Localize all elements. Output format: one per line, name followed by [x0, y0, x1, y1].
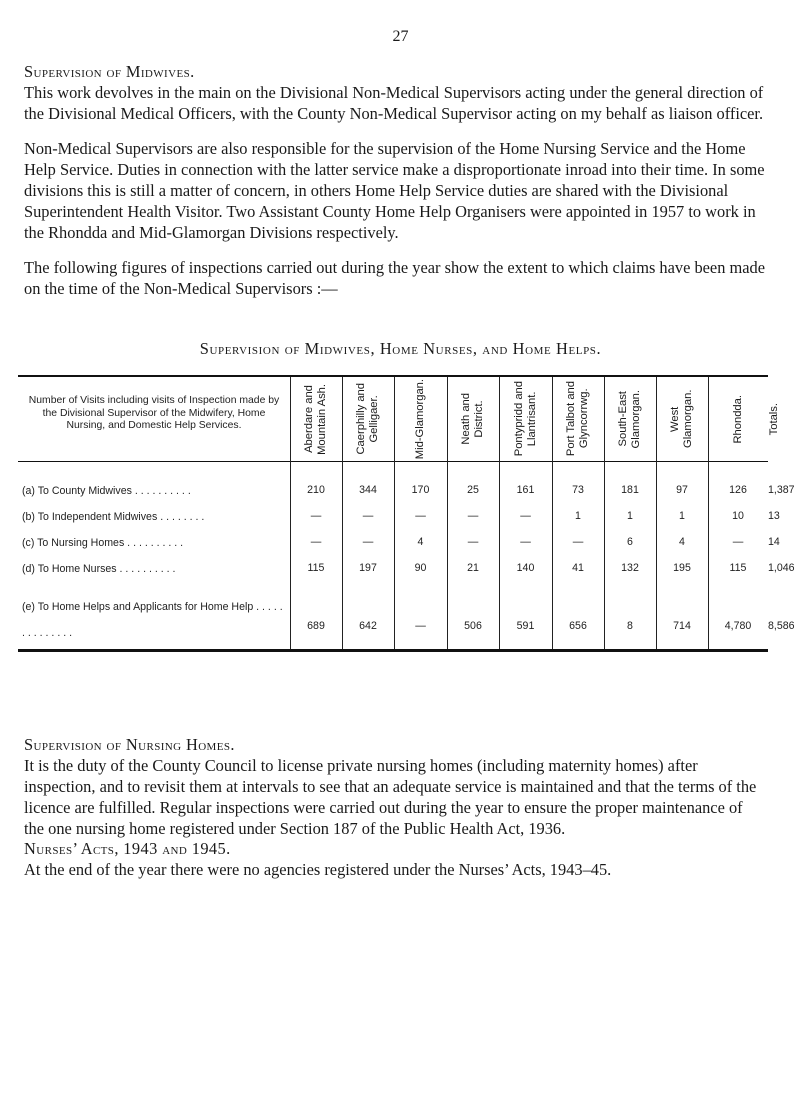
paragraph: This work devolves in the main on the Divisional Non-Medical Supervisors acting under the general direction of the Divisional Medical Officers, with the County Non-Medical Supervisor acting on my behalf as liaison officer. — [24, 83, 764, 123]
row-label: (b) To Independent Midwives . . . . . . . . — [22, 511, 205, 523]
inspection-table — [18, 375, 795, 653]
table-cell: — — [310, 536, 322, 548]
table-cell: — — [732, 536, 744, 548]
table-cell: 1 — [575, 510, 581, 522]
paragraph: It is the duty of the County Council to license private nursing homes (including maternity homes) after inspection, and to revisit them at intervals to see that an adequate service is maintained and that the terms of the licence are fulfilled. Regular inspections were carried out during the year to ensure the proper maintenance of the one nursing home registered under Section 187 of the Public Health Act, 1936. — [24, 756, 757, 838]
table-cell: 4 — [417, 536, 424, 548]
table-cell: — — [520, 536, 531, 548]
table-cell: 170 — [411, 484, 430, 496]
column-header-label: West Glamorgan. — [669, 389, 694, 449]
table-cell: 90 — [414, 562, 427, 574]
table-cell: 126 — [729, 484, 747, 496]
column-header — [708, 377, 768, 461]
column-header — [342, 377, 394, 461]
table-cell: 161 — [516, 484, 535, 496]
column-header — [604, 377, 656, 461]
table-cell: 1,387 — [768, 484, 795, 496]
section-supervision-of-midwives — [24, 61, 766, 299]
column-header — [656, 377, 708, 461]
column-header-label: Aberdare and Mountain Ash. — [303, 383, 328, 455]
table-cell: — — [467, 536, 479, 548]
stub-header: Number of Visits including visits of Inspection made by the Divisional Supervisor of the Midwifery, Home Nursing, and Domestic Help Services. — [28, 395, 280, 431]
column-header — [447, 377, 499, 461]
table-cell: 140 — [516, 562, 535, 574]
table-cell: — — [310, 510, 322, 522]
column-header — [290, 377, 342, 461]
column-header-label: Pontypridd and Llantrisant. — [512, 381, 538, 457]
table-cell: 4,780 — [724, 620, 752, 632]
table-cell: 714 — [673, 620, 691, 632]
table-cell: 8 — [627, 620, 633, 632]
table-cell: 97 — [676, 484, 688, 496]
section-heading: Supervision of Midwives. — [24, 62, 195, 81]
table-cell: 181 — [621, 484, 639, 496]
table-cell: 25 — [467, 484, 479, 496]
table-cell: 14 — [768, 536, 780, 548]
table-cell: 8,586 — [768, 620, 795, 632]
column-header-label: Port Talbot and Glyncorrwg. — [565, 381, 590, 457]
table-cell: 4 — [679, 536, 685, 548]
paragraph: Non-Medical Supervisors are also responsible for the supervision of the Home Nursing Service and the Home Help Service. Duties in connection with the latter service make a disproportionate inroad into their time. In some divisions this is still a matter of concern, in others Home Help Service duties are shared with the Divisional Superintendent Health Visitor. Two Assistant County Home Help Organisers were appointed in 1957 to work in the Rhondda and Mid-Glamorgan Divisions respectively. — [24, 139, 765, 242]
table-cell: — — [467, 510, 479, 522]
section-heading: Nurses’ Acts, 1943 and 1945. — [24, 839, 231, 858]
table-title: Supervision of Midwives, Home Nurses, and Home Helps. — [199, 339, 602, 358]
table-cell: 197 — [359, 562, 377, 574]
table-cell: 13 — [768, 510, 780, 522]
row-label: (c) To Nursing Homes . . . . . . . . . . — [22, 537, 184, 549]
table-cell: — — [362, 510, 374, 522]
table-cell: 115 — [729, 562, 747, 574]
table-cell: — — [362, 536, 374, 548]
paragraph: The following figures of inspections carried out during the year show the extent to which claims have been made on the time of the Non-Medical Supervisors :— — [24, 258, 765, 298]
column-header — [499, 377, 552, 461]
row-label: (e) To Home Helps and Applicants for Home Help . . . . . . . . . . . . . . — [22, 601, 283, 639]
table-cell: 115 — [307, 562, 325, 574]
table-cell: 195 — [673, 562, 691, 574]
row-label: (d) To Home Nurses . . . . . . . . . . — [22, 563, 176, 575]
table-cell: — — [415, 620, 426, 632]
table-cell: — — [520, 510, 531, 522]
table-cell: 210 — [307, 484, 325, 496]
table-cell: 132 — [621, 562, 639, 574]
paragraph: At the end of the year there were no agencies registered under the Nurses’ Acts, 1943–45. — [24, 860, 612, 879]
row-label: (a) To County Midwives . . . . . . . . . . — [22, 485, 191, 497]
column-header-label: Totals. — [768, 402, 780, 436]
table-cell: 41 — [572, 562, 584, 574]
table-cell: 1,046 — [768, 562, 795, 574]
table-cell: — — [572, 536, 584, 548]
table-cell: 591 — [516, 620, 535, 632]
table-cell: 642 — [359, 620, 377, 632]
table-cell: 656 — [569, 620, 587, 632]
table-cell: 344 — [359, 484, 377, 496]
page-number: 27 — [392, 28, 409, 45]
section-supervision-of-nursing-homes — [24, 734, 766, 839]
column-header — [768, 377, 781, 461]
column-header — [552, 377, 604, 461]
section-heading: Supervision of Nursing Homes. — [24, 735, 235, 754]
table-cell: 10 — [732, 510, 744, 522]
column-header-label: Caerphilly and Gelligaer. — [355, 383, 380, 455]
table-cell: 6 — [627, 536, 633, 548]
column-header — [394, 377, 447, 461]
table-cell: 1 — [627, 510, 633, 522]
table-bottom-rule — [18, 649, 768, 652]
table-cell: — — [415, 510, 426, 522]
section-nurses-acts — [24, 838, 766, 880]
column-header-label: Mid-Glamorgan. — [414, 378, 426, 460]
table-cell: 1 — [679, 510, 685, 522]
table-cell: 21 — [467, 562, 479, 574]
table-cell: 506 — [464, 620, 482, 632]
table-cell: 689 — [307, 620, 325, 632]
column-header-label: Rhondda. — [731, 394, 744, 444]
column-header-label: South-East Glamorgan. — [617, 389, 642, 449]
table-cell: 73 — [572, 484, 584, 496]
column-header-label: Neath and District. — [460, 393, 485, 445]
